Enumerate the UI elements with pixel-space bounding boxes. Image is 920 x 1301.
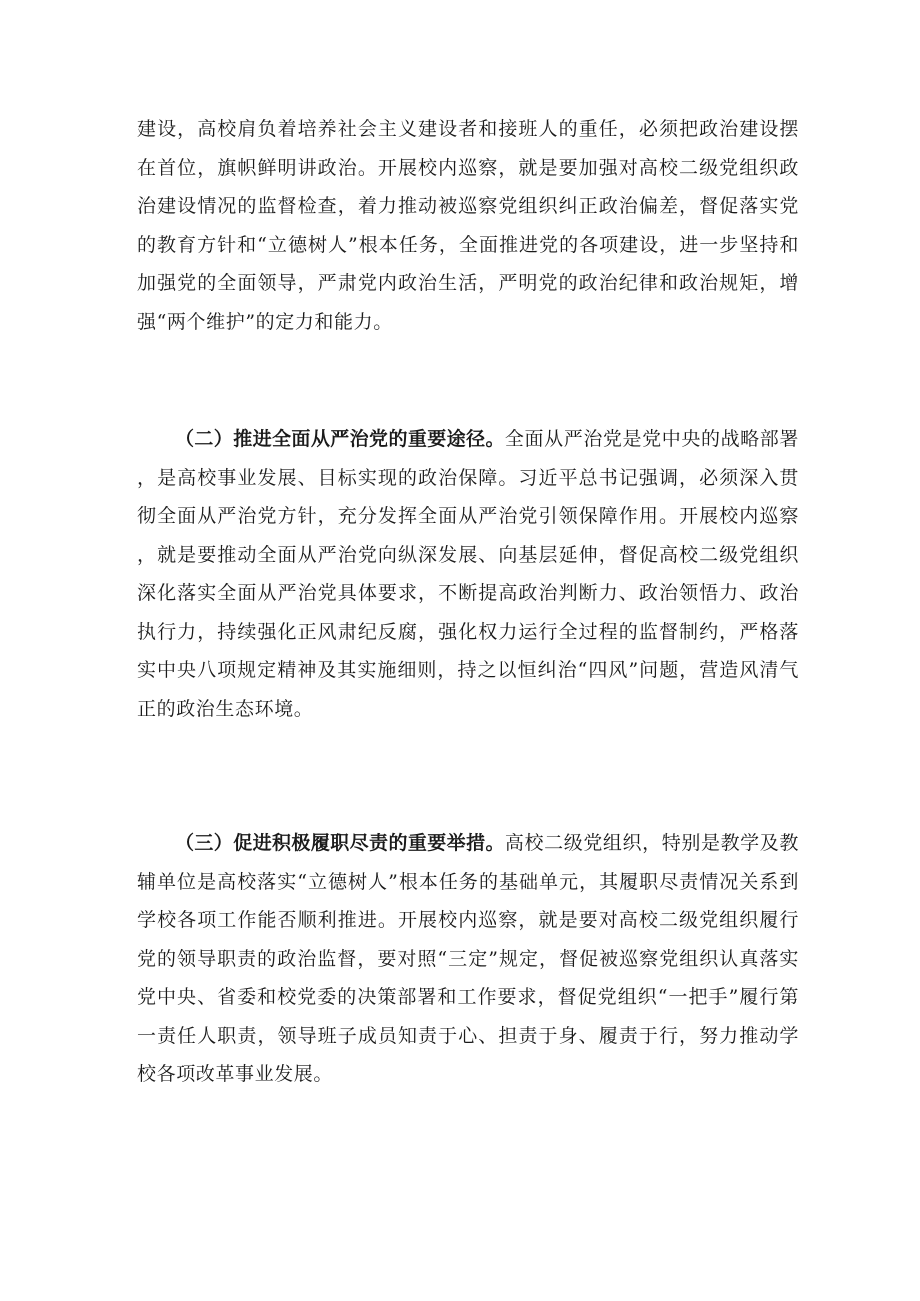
paragraph-body: 高校二级党组织，特别是教学及教辅单位是高校落实“立德树人”根本任务的基础单元，其履职尽责情况关系到学校各项工作能否顺利推进。开展校内巡察，就是要对高校二级党组织履行党的领导职责的政治监督，要对照“三定”规定，督促被巡察党组织认真落实党中央、省委和校党委的决策部署和工作要求，督促党组织“一把手”履行第一责任人职责，领导班子成员知责于心、担责于身、履责于行，努力推动学校各项改革事业发展。 bbox=[137, 832, 799, 1085]
section-heading: （三）促进积极履职尽责的重要举措。 bbox=[175, 832, 505, 854]
paragraph-continuation bbox=[137, 110, 799, 341]
paragraph-section-three bbox=[137, 824, 799, 1094]
paragraph-body: 全面从严治党是党中央的战略部署，是高校事业发展、目标实现的政治保障。习近平总书记强调，必须深入贯彻全面从严治党方针，充分发挥全面从严治党引领保障作用。开展校内巡察，就是要推动全面从严治党向纵深发展、向基层延伸，督促高校二级党组织深化落实全面从严治党具体要求，不断提高政治判断力、政治领悟力、政治执行力，持续强化正风肃纪反腐，强化权力运行全过程的监督制约，严格落实中央八项规定精神及其实施细则，持之以恒纠治“四风”问题，营造风清气正的政治生态环境。 bbox=[137, 428, 799, 720]
paragraph-section-two bbox=[137, 420, 799, 728]
paragraph-body: 建设，高校肩负着培养社会主义建设者和接班人的重任，必须把政治建设摆在首位，旗帜鲜明讲政治。开展校内巡察，就是要加强对高校二级党组织政治建设情况的监督检查，着力推动被巡察党组织纠正政治偏差，督促落实党的教育方针和“立德树人”根本任务，全面推进党的各项建设，进一步坚持和加强党的全面领导，严肃党内政治生活，严明党的政治纪律和政治规矩，增强“两个维护”的定力和能力。 bbox=[137, 118, 799, 333]
section-heading: （二）推进全面从严治党的重要途径。 bbox=[175, 428, 505, 450]
